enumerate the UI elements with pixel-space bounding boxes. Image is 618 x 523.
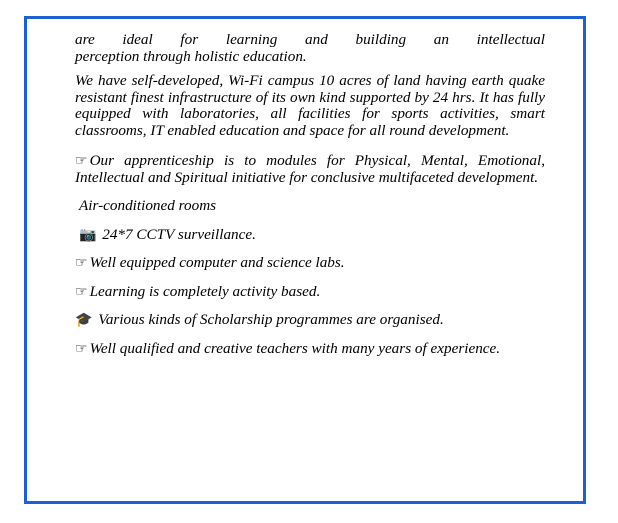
cctv-item — [75, 227, 545, 244]
scholarship-item — [75, 312, 545, 329]
document-body — [75, 32, 545, 357]
labs-text: Well equipped computer and science labs. — [89, 254, 345, 271]
pointing-hand-icon: ☞ — [75, 255, 88, 271]
apprenticeship-text: Our apprenticeship is to modules for Physical, Mental, Emotional, Intellectual and Spiritual initiative for conclusive multifaceted development. — [75, 152, 545, 186]
activity-item — [75, 284, 545, 301]
scholarship-text: Various kinds of Scholarship programmes are organised. — [98, 311, 444, 328]
pointing-hand-icon: ☞ — [75, 283, 88, 300]
ac-rooms-item: Air-conditioned rooms — [79, 197, 217, 214]
pointing-hand-icon: ☞ — [75, 153, 88, 169]
labs-item — [75, 255, 545, 272]
activity-text: Learning is completely activity based. — [89, 282, 321, 300]
teachers-text: Well qualified and creative teachers with many years of experience. — [89, 339, 501, 357]
graduation-cap-icon: 🎓 — [75, 312, 93, 328]
camera-icon: 📷 — [79, 226, 97, 243]
teachers-item — [75, 341, 545, 358]
campus-paragraph: We have self-developed, Wi-Fi campus 10 acres of land having earth quake resistant finest infrastructure of its own kind supported by 24 hrs. It has fully equipped with laboratories, all facilities for sports activities, smart classrooms, IT enabled education and space for all round development. — [75, 72, 545, 139]
pointing-hand-icon: ☞ — [75, 340, 88, 357]
apprenticeship-item — [75, 153, 545, 186]
intro-line-1: are ideal for learning and building an intellectual — [75, 31, 545, 48]
intro-line-2: perception through holistic education. — [75, 47, 307, 65]
cctv-text: 24*7 CCTV surveillance. — [102, 225, 256, 243]
